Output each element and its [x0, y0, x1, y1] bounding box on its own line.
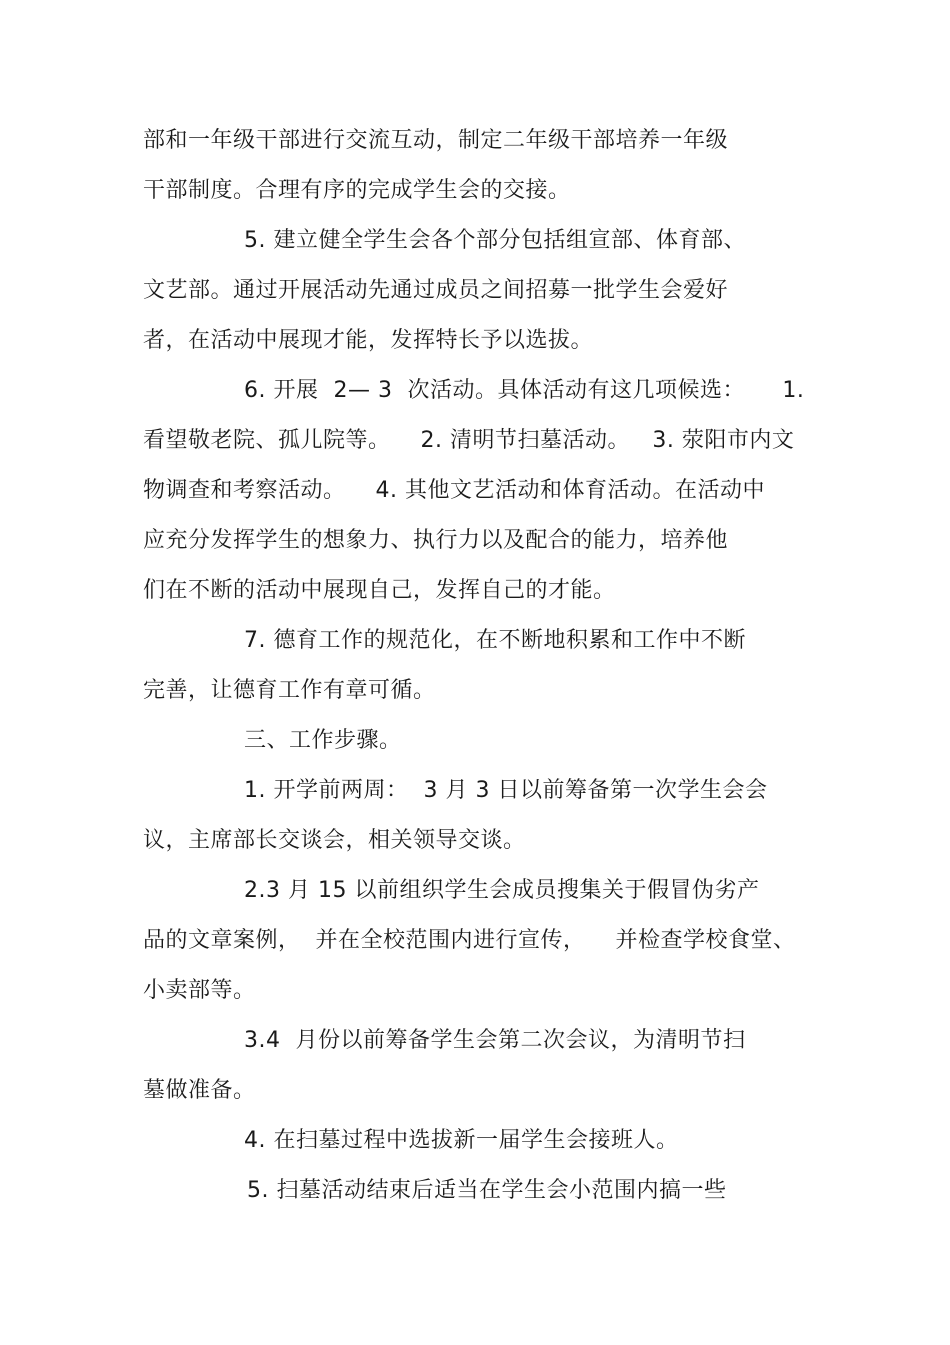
text-line: 部和一年级干部进行交流互动，制定二年级干部培养一年级	[143, 128, 729, 153]
text-line: 品的文章案例， 并在全校范围内进行宣传， 并检查学校食堂、	[143, 928, 796, 953]
text-line: 2.3 月 15 以前组织学生会成员搜集关于假冒伪劣产	[244, 878, 760, 903]
text-line: 墓做准备。	[143, 1078, 256, 1103]
text-line: 应充分发挥学生的想象力、执行力以及配合的能力，培养他	[143, 528, 729, 553]
text-line: 议，主席部长交谈会，相关领导交谈。	[143, 828, 526, 853]
text-line: 文艺部。通过开展活动先通过成员之间招募一批学生会爱好	[143, 278, 729, 303]
text-line: 5. 扫墓活动结束后适当在学生会小范围内搞一些	[247, 1178, 727, 1203]
text-line: 小卖部等。	[143, 978, 256, 1003]
text-line: 4. 在扫墓过程中选拔新一届学生会接班人。	[244, 1128, 679, 1153]
text-line: 5. 建立健全学生会各个部分包括组宣部、体育部、	[244, 228, 746, 253]
text-line: 们在不断的活动中展现自己，发挥自己的才能。	[143, 578, 616, 603]
text-line: 物调查和考察活动。 4. 其他文艺活动和体育活动。在活动中	[143, 478, 765, 503]
text-line: 干部制度。合理有序的完成学生会的交接。	[143, 178, 571, 203]
text-line: 7. 德育工作的规范化，在不断地积累和工作中不断	[244, 628, 746, 653]
text-line: 看望敬老院、孤儿院等。 2. 清明节扫墓活动。 3. 荥阳市内文	[143, 428, 795, 453]
text-line: 者，在活动中展现才能，发挥特长予以选拔。	[143, 328, 594, 353]
text-line: 3.4 月份以前筹备学生会第二次会议，为清明节扫	[244, 1028, 746, 1053]
text-line: 完善，让德育工作有章可循。	[143, 678, 436, 703]
text-line: 1. 开学前两周： 3 月 3 日以前筹备第一次学生会会	[244, 778, 768, 803]
section-heading: 三、工作步骤。	[244, 728, 402, 753]
text-line: 6. 开展 2— 3 次活动。具体活动有这几项候选： 1.	[244, 378, 805, 403]
